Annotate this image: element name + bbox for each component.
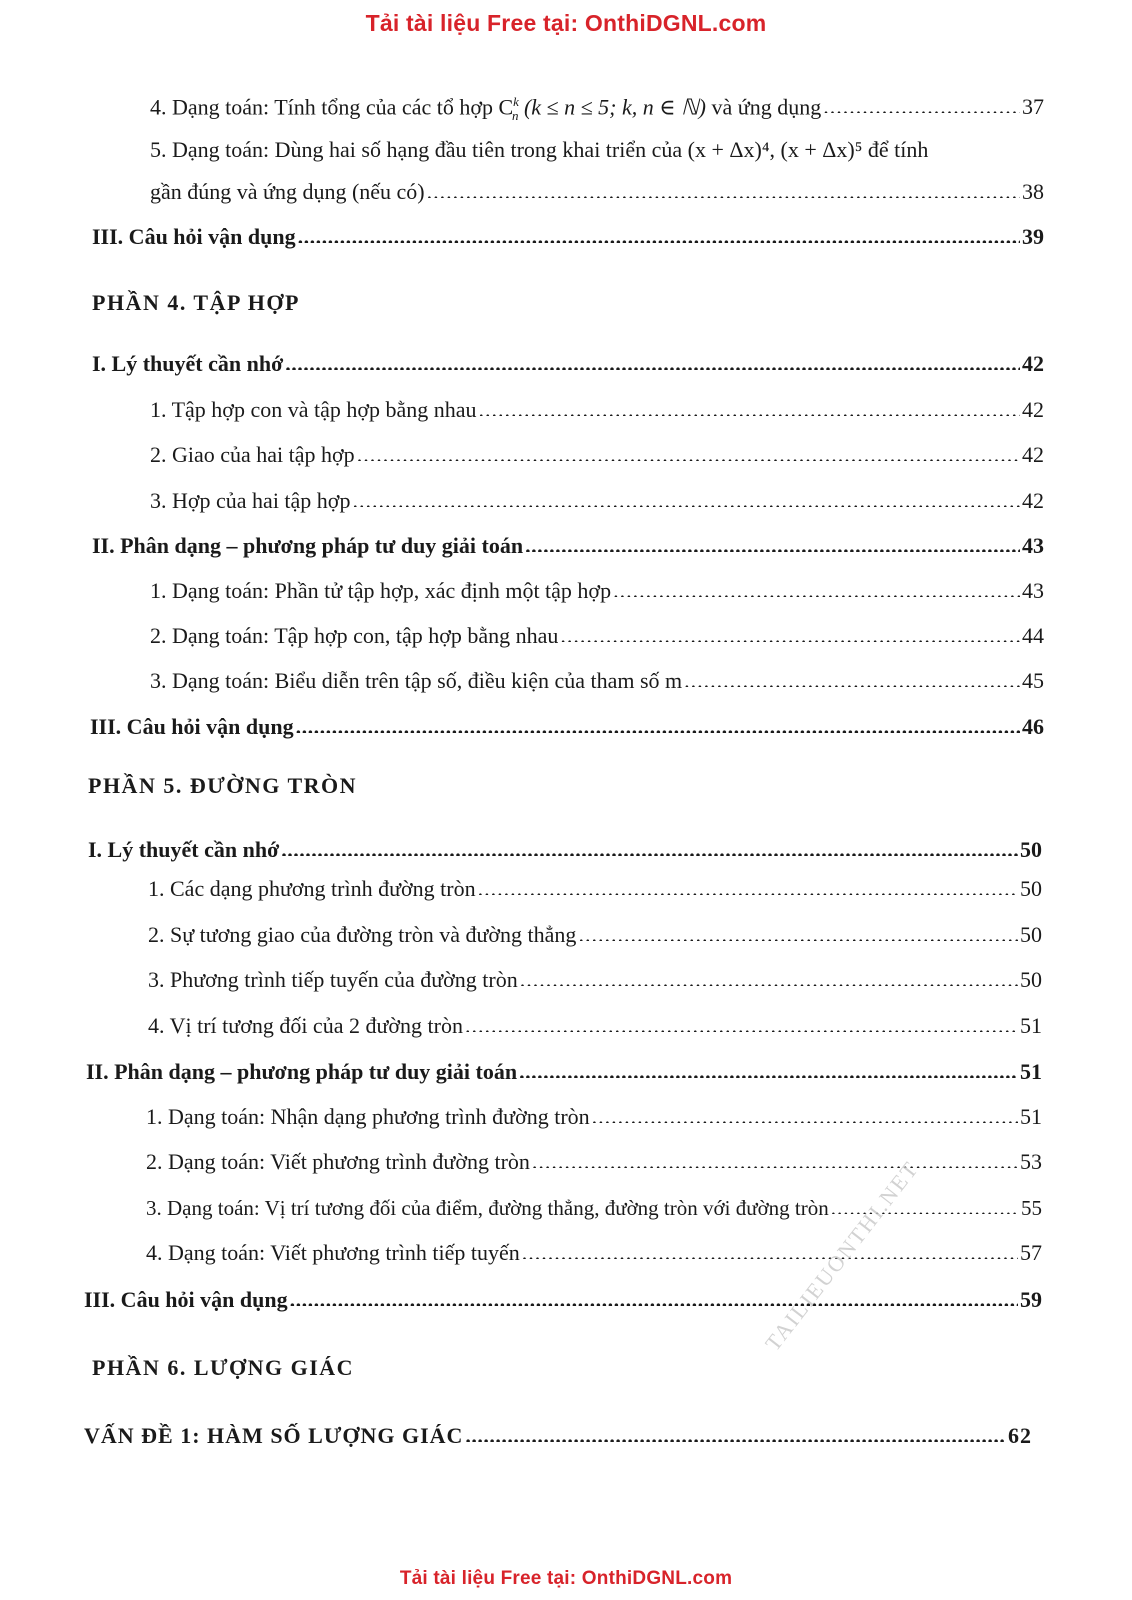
part-heading: PHẦN 5. ĐƯỜNG TRÒN <box>88 773 357 798</box>
dot-leader <box>427 178 1020 198</box>
toc-section[interactable]: III. Câu hỏi vận dụng ..... 39 <box>92 223 1044 251</box>
toc-section[interactable]: III. Câu hỏi vận dụng ..... 59 <box>84 1286 1042 1314</box>
toc-label: gần đúng và ứng dụng (nếu có) <box>150 179 425 204</box>
toc-page-number: 38 <box>1022 179 1044 204</box>
toc-label: 4. Dạng toán: Tính tổng của các tổ hợp $C^k_n$ (k ≤ n ≤ 5; k, n ∈ ℕ) và ứng dụng <box>150 94 822 123</box>
bottom-banner: Tải tài liệu Free tại: OnthiDGNL.com <box>399 1568 733 1589</box>
part-heading: PHẦN 4. TẬP HỢP <box>92 290 300 315</box>
toc-page-number: 37 <box>1022 94 1044 120</box>
toc-entry[interactable]: 2. Dạng toán: Viết phương trình đường tròn ..... 53 <box>146 1148 1042 1176</box>
toc-section[interactable]: I. Lý thuyết cần nhớ ..... 42 <box>92 350 1044 378</box>
toc-entry[interactable]: 2. Giao của hai tập hợp ..... 42 <box>150 441 1044 469</box>
part-heading: PHẦN 6. LƯỢNG GIÁC <box>92 1355 355 1380</box>
toc-entry[interactable]: 2. Sự tương giao của đường tròn và đường thẳng ..... 50 <box>148 921 1042 949</box>
toc-entry[interactable]: 4. Vị trí tương đối của 2 đường tròn ..... 51 <box>148 1012 1042 1040</box>
toc-section[interactable]: III. Câu hỏi vận dụng ..... 46 <box>90 713 1044 741</box>
toc-section[interactable]: I. Lý thuyết cần nhớ ..... 50 <box>88 836 1042 864</box>
toc-entry[interactable]: 3. Phương trình tiếp tuyến của đường tròn ..... 50 <box>148 966 1042 994</box>
toc-entry[interactable]: 3. Dạng toán: Vị trí tương đối của điểm, đường thẳng, đường tròn với đường tròn ..... 55 <box>146 1194 1042 1222</box>
toc-section[interactable]: II. Phân dạng – phương pháp tư duy giải toán ..... 43 <box>92 532 1044 560</box>
toc-entry[interactable]: 1. Dạng toán: Nhận dạng phương trình đường tròn ..... 51 <box>146 1103 1042 1131</box>
toc-entry[interactable]: 1. Dạng toán: Phần tử tập hợp, xác định một tập hợp ..... 43 <box>150 577 1044 605</box>
toc-entry[interactable]: 4. Dạng toán: Viết phương trình tiếp tuyến ..... 57 <box>146 1239 1042 1267</box>
toc-section[interactable]: II. Phân dạng – phương pháp tư duy giải toán ..... 51 <box>86 1058 1042 1086</box>
watermark: TAILIEUONTHI.NET <box>760 1155 924 1356</box>
toc-label-line[interactable]: 5. Dạng toán: Dùng hai số hạng đầu tiên trong khai triển của (x + Δx)⁴, (x + Δx)⁵ để tính <box>150 137 929 162</box>
top-banner: Tải tài liệu Free tại: OnthiDGNL.com <box>365 10 767 36</box>
toc-entry[interactable] <box>150 178 1044 206</box>
toc-entry[interactable]: 3. Hợp của hai tập hợp ..... 42 <box>150 487 1044 515</box>
toc-topic[interactable]: VẤN ĐỀ 1: HÀM SỐ LƯỢNG GIÁC ..... 62 <box>84 1422 1032 1450</box>
dot-leader <box>823 93 1020 113</box>
toc-entry[interactable]: 1. Tập hợp con và tập hợp bằng nhau ..... 42 <box>150 396 1044 424</box>
toc-entry[interactable]: 3. Dạng toán: Biểu diễn trên tập số, điều kiện của tham số m ..... 45 <box>150 667 1044 695</box>
toc-entry[interactable] <box>150 88 1044 130</box>
toc-entry[interactable]: 1. Các dạng phương trình đường tròn ..... 50 <box>148 875 1042 903</box>
toc-entry[interactable]: 2. Dạng toán: Tập hợp con, tập hợp bằng nhau ..... 44 <box>150 622 1044 650</box>
